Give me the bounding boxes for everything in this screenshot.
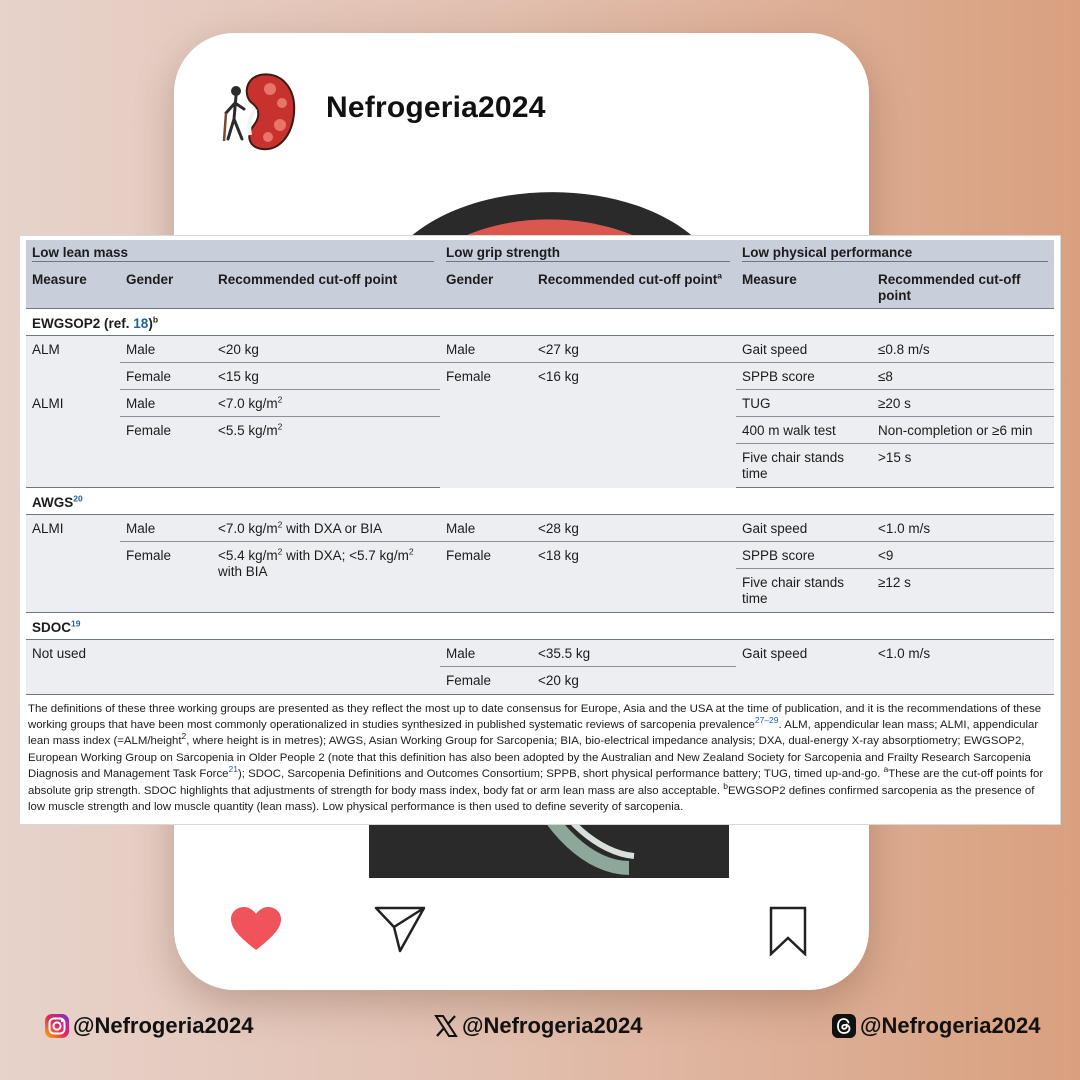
table-cell: Male bbox=[120, 390, 212, 417]
column-header: Recommended cut-off point$^a$ bbox=[532, 266, 736, 309]
table-cell: Male bbox=[440, 515, 532, 542]
instagram-icon bbox=[44, 1013, 70, 1039]
table-cell: Female bbox=[440, 667, 532, 694]
account-username[interactable]: Nefrogeria2024 bbox=[326, 91, 546, 124]
table-cell: <20 kg bbox=[532, 667, 736, 694]
section-header-sdoc: SDOC$^{19}$ bbox=[26, 613, 1054, 640]
reference-link[interactable]: 18 bbox=[133, 316, 149, 331]
table-cell: ALM bbox=[26, 336, 120, 390]
x-handle[interactable]: @Nefrogeria2024 bbox=[462, 1013, 643, 1038]
bookmark-icon[interactable] bbox=[769, 906, 807, 956]
instagram-handle[interactable]: @Nefrogeria2024 bbox=[73, 1013, 254, 1038]
table-cell: SPPB score bbox=[736, 363, 872, 390]
column-header: Measure bbox=[736, 266, 872, 309]
group-header-grip-strength: Low grip strength bbox=[446, 245, 730, 262]
table-cell: Male bbox=[120, 336, 212, 363]
table-cell: Male bbox=[440, 640, 532, 667]
table-cell: <1.0 m/s bbox=[872, 515, 1054, 542]
column-header: Gender bbox=[440, 266, 532, 309]
heart-icon[interactable] bbox=[230, 906, 282, 952]
table-cell: Female bbox=[440, 542, 532, 613]
table-cell: Female bbox=[120, 417, 212, 488]
table-cell: ≥20 s bbox=[872, 390, 1054, 417]
table-cell: Not used bbox=[26, 640, 440, 694]
table-cell: >15 s bbox=[872, 444, 1054, 488]
table-cell: TUG bbox=[736, 390, 872, 417]
table-cell: ≤8 bbox=[872, 363, 1054, 390]
group-header-physical-performance: Low physical performance bbox=[742, 245, 1048, 262]
table-cell: Male bbox=[120, 515, 212, 542]
column-header: Recommended cut-off point bbox=[872, 266, 1054, 309]
table-cell: Gait speed bbox=[736, 515, 872, 542]
table-cell: <18 kg bbox=[532, 542, 736, 613]
group-header-lean-mass: Low lean mass bbox=[32, 245, 434, 262]
table-cell: <7.0 $kg/m^2$ bbox=[212, 390, 440, 417]
column-header: Recommended cut-off point bbox=[212, 266, 440, 309]
table-footnote: The definitions of these three working groups are presented as they reflect the most up to date consensus for Europe, Asia and the USA at the time of publication, and it is the recommendations of these working groups that have been most commonly operationalized in studies synthesized in published systematic reviews of sarcopenia prevalence$^{27-29}$. ALM, appendicular lean mass; ALMI, appendicular lean mass index (=ALM/height$^2$, where height is in metres); AWGS, Asian Working Group for Sarcopenia; BIA, bio-electrical impedance analysis; DXA, dual-energy X-ray absorptiometry; EWGSOP2, European Working Group on Sarcopenia in Older People 2 (note that this definition has also been adopted by the Australian and New Zealand Society for Sarcopenia and Frailty Research Sarcopenia Diagnosis and Management Task Force$^{21}$); SDOC, Sarcopenia Definitions and Outcomes Consortium; SPPB, short physical performance battery; TUG, timed up-and-go. $^a$These are the cut-off points for absolute grip strength. SDOC highlights that adjustments of strength for body mass index, body fat or arm lean mass are also acceptable. $^b$EWGSOP2 defines confirmed sarcopenia as the presence of low muscle strength and low muscle quantity (lean mass). Low physical performance is then used to define severity of sarcopenia. bbox=[28, 702, 1044, 813]
table-cell: Female bbox=[120, 542, 212, 613]
table-row bbox=[26, 336, 1054, 363]
table-row bbox=[26, 542, 1054, 569]
table-cell: <20 kg bbox=[212, 336, 440, 363]
table-cell: SPPB score bbox=[736, 542, 872, 569]
column-header: Gender bbox=[120, 266, 212, 309]
footer-threads[interactable] bbox=[831, 1010, 1040, 1042]
table-cell: ≥12 s bbox=[872, 569, 1054, 613]
table-cell: ALMI bbox=[26, 390, 120, 488]
table-cell: <7.0 $kg/m^2$ with DXA or BIA bbox=[212, 515, 440, 542]
sarcopenia-definitions-table bbox=[26, 240, 1054, 694]
table-bottom-rule bbox=[26, 694, 1054, 695]
table-cell: <5.4 $kg/m^2$ with DXA; <5.7 $kg/m^2$ with BIA bbox=[212, 542, 440, 613]
table-cell: <5.5 $kg/m^2$ bbox=[212, 417, 440, 488]
x-logo-icon bbox=[433, 1013, 459, 1039]
table-cell: <16 kg bbox=[532, 363, 736, 515]
reference-link[interactable]: 19 bbox=[71, 618, 81, 629]
section-header-ewgsop2: EWGSOP2 (ref. 18)$^b$ bbox=[26, 309, 1054, 336]
kidney-logo-icon[interactable] bbox=[220, 69, 298, 153]
send-icon[interactable] bbox=[374, 905, 426, 953]
table-cell: Female bbox=[440, 363, 532, 515]
table-cell: <35.5 kg bbox=[532, 640, 736, 667]
reference-link[interactable]: 20 bbox=[73, 493, 83, 504]
footer-x[interactable] bbox=[433, 1010, 642, 1042]
table-cell: Gait speed bbox=[736, 336, 872, 363]
table-row bbox=[26, 640, 1054, 667]
table-cell: Male bbox=[440, 336, 532, 363]
table-cell: ≤0.8 m/s bbox=[872, 336, 1054, 363]
table-cell: Non-completion or ≥6 min bbox=[872, 417, 1054, 444]
table-cell: <15 kg bbox=[212, 363, 440, 390]
threads-icon bbox=[831, 1013, 857, 1039]
table-cell: 400 m walk test bbox=[736, 417, 872, 444]
sarcopenia-table-panel bbox=[20, 236, 1060, 824]
table-cell: Five chair stands time bbox=[736, 569, 872, 613]
table-cell: ALMI bbox=[26, 515, 120, 613]
table-row bbox=[26, 363, 1054, 390]
table-cell: <27 kg bbox=[532, 336, 736, 363]
table-cell: Gait speed bbox=[736, 640, 872, 694]
section-header-awgs: AWGS$^{20}$ bbox=[26, 488, 1054, 515]
table-cell: Female bbox=[120, 363, 212, 390]
table-cell: <28 kg bbox=[532, 515, 736, 542]
column-header: Measure bbox=[26, 266, 120, 309]
table-cell: <1.0 m/s bbox=[872, 640, 1054, 694]
table-cell: Five chair stands time bbox=[736, 444, 872, 488]
table-cell: <9 bbox=[872, 542, 1054, 569]
footer-instagram[interactable] bbox=[44, 1010, 253, 1042]
threads-handle[interactable]: @Nefrogeria2024 bbox=[860, 1013, 1041, 1038]
table-row bbox=[26, 515, 1054, 542]
